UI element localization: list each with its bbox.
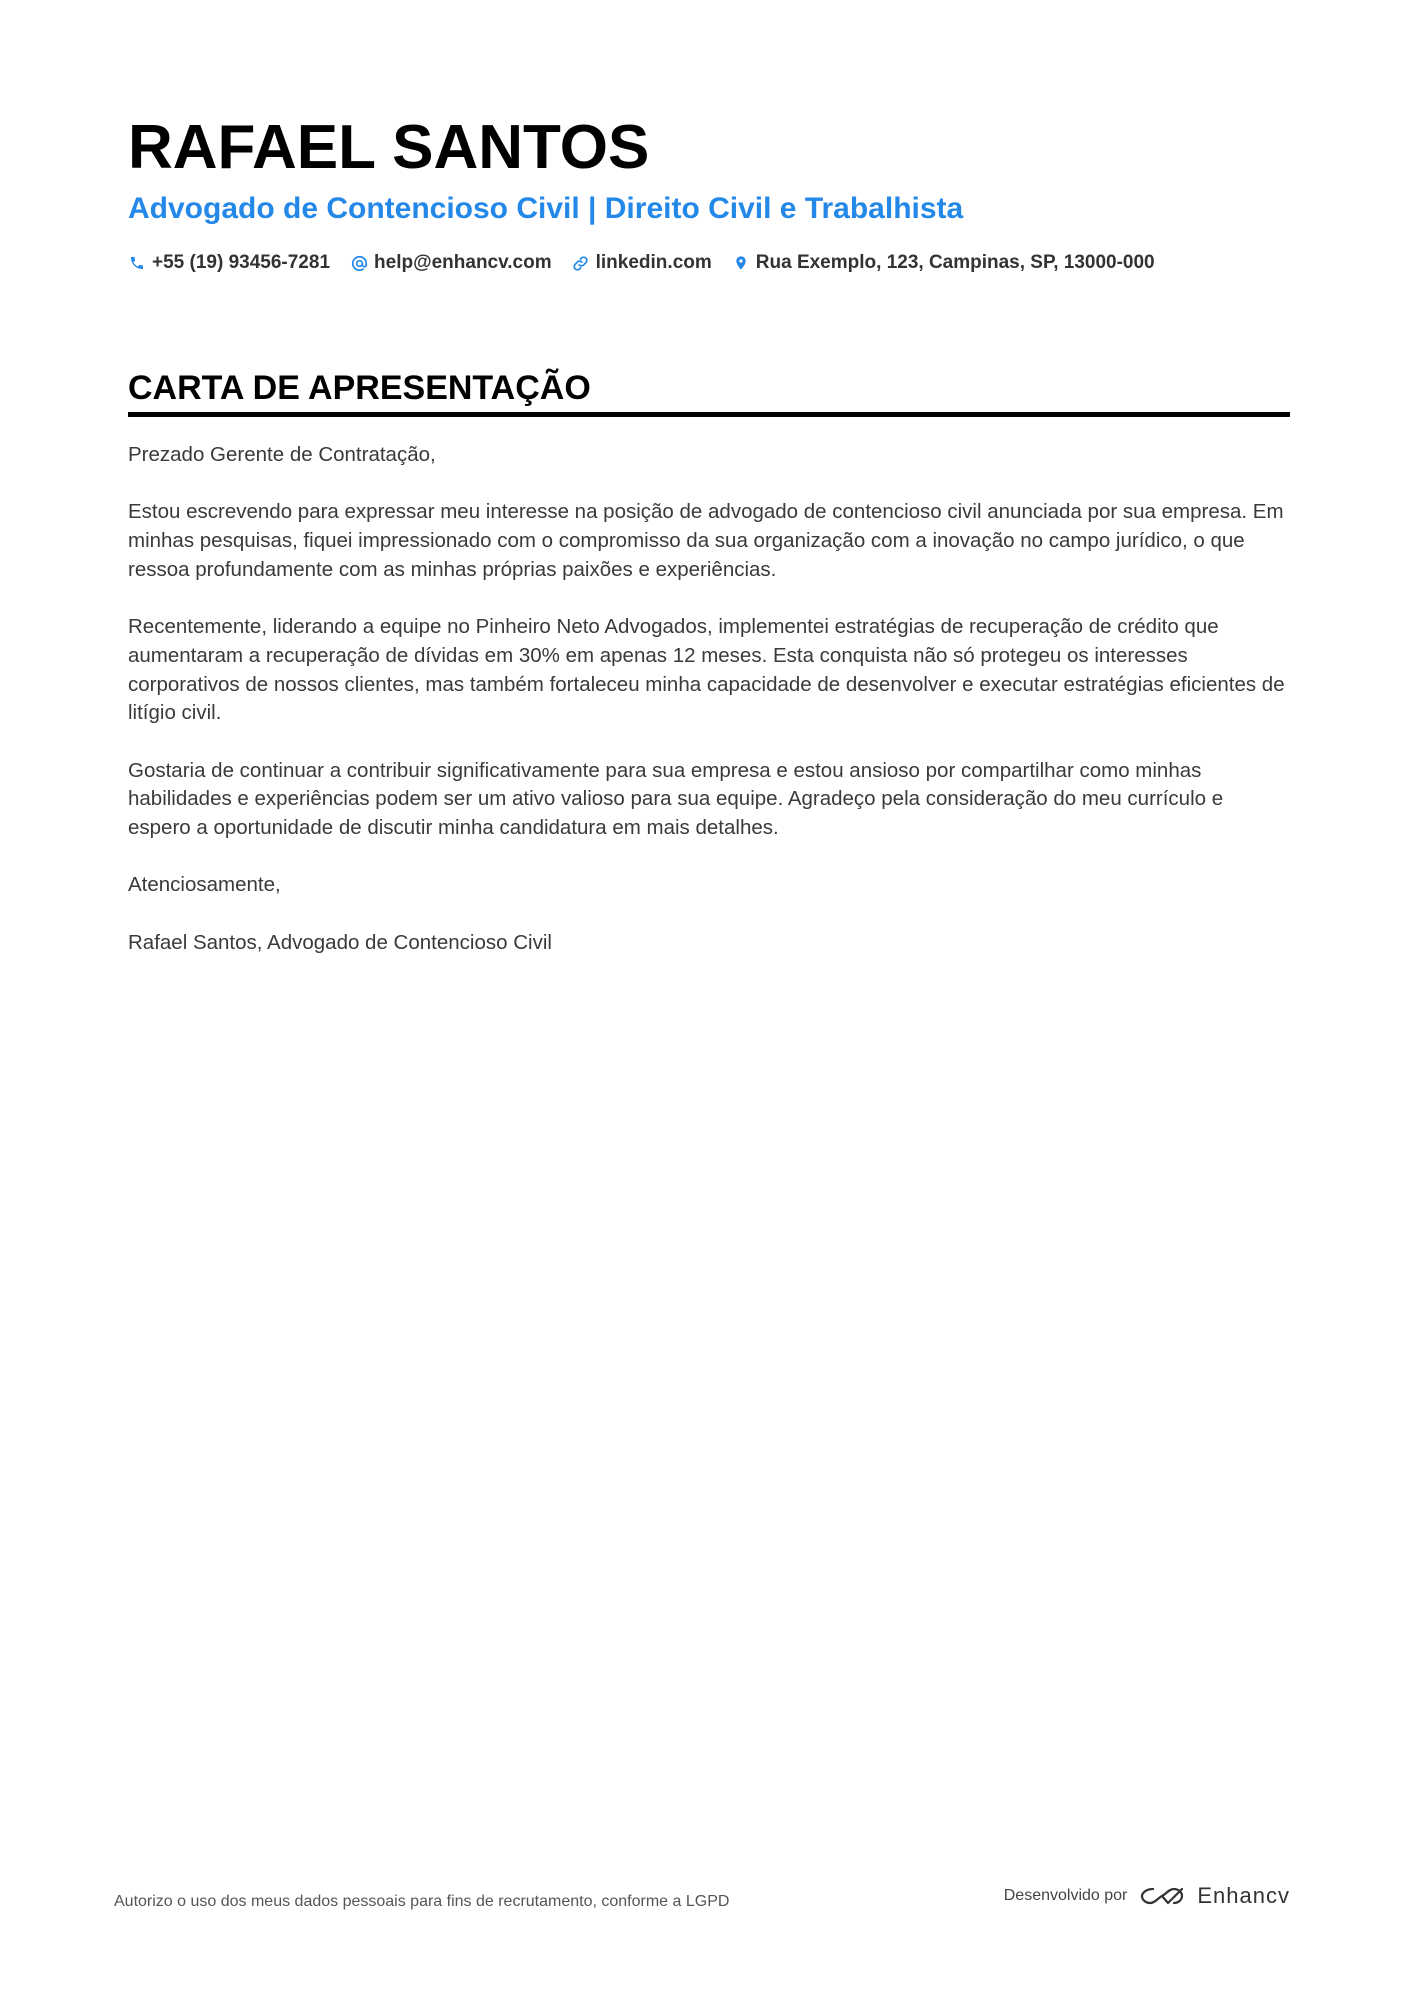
letter-body: [128, 441, 1290, 958]
enhancv-logo-mark-icon: [1139, 1884, 1185, 1908]
phone-icon: [128, 254, 146, 272]
contact-info: [128, 252, 1288, 274]
brand-name: Enhancv: [1197, 1883, 1290, 1908]
at-icon: [350, 254, 368, 272]
phone-text[interactable]: +55 (19) 93456-7281: [152, 252, 331, 273]
contact-phone: [128, 252, 330, 274]
letter-paragraph-1: Estou escrevendo para expressar meu interesse na posição de advogado de contencioso civil anunciada por sua empresa. Em minhas pesquisas, fiquei impressionado com o compromisso da sua organização com a inovação no campo jurídico, o que ressoa profundamente com as minhas próprias paixões e experiências.: [128, 500, 1284, 581]
letter-paragraph-2: Recentemente, liderando a equipe no Pinheiro Neto Advogados, implementei estratégias de recuperação de crédito que aumentaram a recuperação de dívidas em 30% em apenas 12 meses. Esta conquista não só protegeu os interesses corporativos de nossos clientes, mas também fortaleceu minha capacidade de desenvolver e executar estratégias eficientes de litígio civil.: [128, 615, 1285, 725]
letter-paragraph-3: Gostaria de continuar a contribuir significativamente para sua empresa e estou ansioso por compartilhar como minhas habilidades e experiências podem ser um ativo valioso para sua equipe. Agradeço pela consideração do meu currículo e espero a oportunidade de discutir minha candidatura em mais detalhes.: [128, 758, 1224, 840]
header: [128, 110, 1288, 274]
section-title: CARTA DE APRESENTAÇÃO: [128, 366, 1290, 417]
linkedin-text[interactable]: linkedin.com: [595, 252, 712, 273]
letter-salutation: Prezado Gerente de Contratação,: [128, 443, 436, 466]
enhancv-logo[interactable]: [1139, 1883, 1290, 1909]
candidate-name: RAFAEL SANTOS: [128, 113, 650, 182]
email-text[interactable]: help@enhancv.com: [374, 252, 552, 273]
contact-linkedin: [572, 252, 712, 274]
link-icon: [572, 254, 590, 272]
cover-letter-section: [128, 366, 1290, 986]
powered-by-label: Desenvolvido por: [1003, 1887, 1128, 1904]
candidate-title: Advogado de Contencioso Civil | Direito Civil e Trabalhista: [128, 192, 964, 225]
footer-branding: [1004, 1883, 1290, 1909]
letter-signature: Rafael Santos, Advogado de Contencioso Civil: [128, 930, 552, 954]
contact-address: [732, 252, 1155, 274]
address-text: Rua Exemplo, 123, Campinas, SP, 13000-000: [755, 252, 1155, 273]
contact-email: [350, 252, 552, 274]
letter-closing: Atenciosamente,: [128, 873, 281, 897]
footer-consent: Autorizo o uso dos meus dados pessoais para fins de recrutamento, conforme a LGPD: [114, 1893, 730, 1910]
location-pin-icon: [732, 254, 750, 272]
